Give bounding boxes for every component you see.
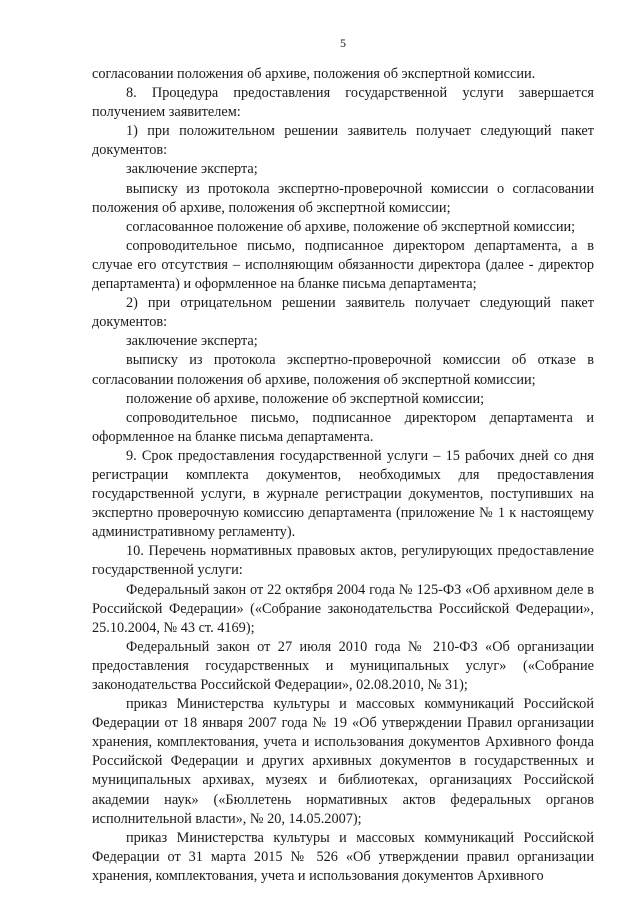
paragraph: заключение эксперта; bbox=[126, 333, 258, 350]
paragraph: Федеральный закон от 22 октября 2004 года № 125-ФЗ «Об архивном деле в Российской Федерации» («Собрание законодательства Российской Федерации», 25.10.2004, № 43 ст. 4169); bbox=[92, 581, 594, 636]
paragraph: положение об архиве, положение об экспертной комиссии; bbox=[126, 390, 485, 407]
paragraph: 2) при отрицательном решении заявитель получает следующий пакет документов: bbox=[92, 295, 594, 331]
paragraph: 10. Перечень нормативных правовых актов, регулирующих предоставление государственной услуги: bbox=[92, 543, 594, 579]
paragraph: сопроводительное письмо, подписанное директором департамента, а в случае его отсутствия – исполняющим обязанности директора (далее - директор департамента) и оформленное на бланке письма департамента; bbox=[92, 237, 594, 293]
paragraph: согласовании положения об архиве, положения об экспертной комиссии. bbox=[92, 66, 536, 82]
paragraph: 9. Срок предоставления государственной услуги – 15 рабочих дней со дня регистрации комплекта документов, необходимых для предоставления государственной услуги, в журнале регистрации документов, поступивших на экспертно проверочную комиссию департамента (приложение № 1 к настоящему административному регламенту). bbox=[92, 447, 594, 541]
paragraph: сопроводительное письмо, подписанное директором департамента и оформленное на бланке письма департамента. bbox=[92, 409, 594, 445]
page-number: 5 bbox=[340, 36, 346, 50]
paragraph: приказ Министерства культуры и массовых коммуникаций Российской Федерации от 18 января 2007 года № 19 «Об утверждении Правил организации хранения, комплектования, учета и использования документов Архивного фонда Российской Федерации и других архивных документов в государственных и муниципальных архивах, музеях и библиотеках, организациях Российской академии наук» («Бюллетень нормативных актов федеральных органов исполнительной власти», № 20, 14.05.2007); bbox=[92, 696, 594, 827]
paragraph: 1) при положительном решении заявитель получает следующий пакет документов: bbox=[92, 123, 594, 159]
paragraph: согласованное положение об архиве, положение об экспертной комиссии; bbox=[126, 218, 576, 235]
document-body bbox=[92, 65, 594, 886]
paragraph: приказ Министерства культуры и массовых коммуникаций Российской Федерации от 31 марта 2015 № 526 «Об утверждении правил организации хранения, комплектования, учета и использования документов Архивного bbox=[92, 829, 594, 884]
paragraph: выписку из протокола экспертно-проверочной комиссии о согласовании положения об архиве, положения об экспертной комиссии; bbox=[92, 180, 594, 216]
paragraph: 8. Процедура предоставления государственной услуги завершается получением заявителем: bbox=[92, 85, 594, 121]
paragraph: Федеральный закон от 27 июля 2010 года № 210-ФЗ «Об организации предоставления государственных и муниципальных услуг» («Собрание законодательства Российской Федерации», 02.08.2010, № 31); bbox=[92, 638, 594, 693]
paragraph: выписку из протокола экспертно-проверочной комиссии об отказе в согласовании положения об архиве, положения об экспертной комиссии; bbox=[92, 352, 594, 388]
paragraph: заключение эксперта; bbox=[126, 161, 258, 178]
